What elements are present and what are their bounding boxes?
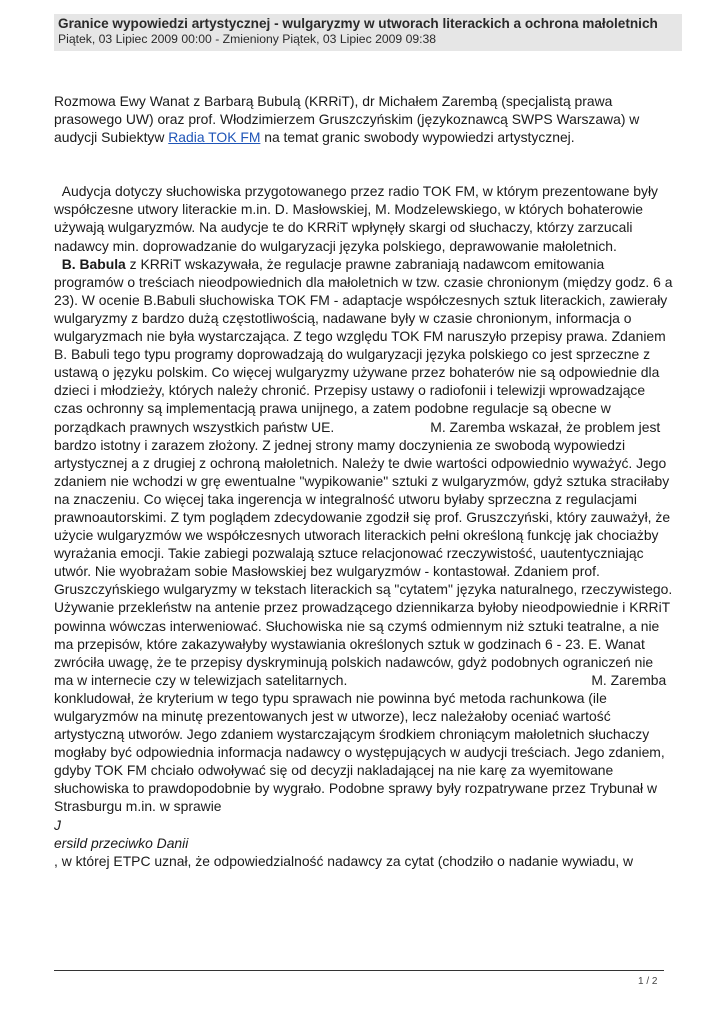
intro-text-before: Rozmowa Ewy Wanat z Barbarą Bubulą (KRRiT), dr Michałem Zarembą (specjalistą prawa prasowego UW) oraz prof. Włodzimierzem Gruszczyńskim (językoznawcą SWPS Warszawa) w audycji Subiektyw: [54, 93, 640, 146]
page-header: [54, 14, 682, 51]
article-title: Granice wypowiedzi artystycznej - wulgaryzmy w utworach literackich a ochrona małoletnich: [58, 16, 658, 31]
paragraph-audycja-text: Audycja dotyczy słuchowiska przygotowanego przez radio TOK FM, w którym prezentowane były współczesne utwory literackie m.in. D. Masłowskiej, M. Modzelewskiego, w których bohaterowie używają wulgaryzmów. Na audycje te do KRRiT wpłynęły skargi od słuchaczy, którzy zarzucali nadawcy min. doprowadzanie do wulgaryzacji języka polskiego, deprawowanie małoletnich.: [54, 183, 658, 254]
intro-paragraph: [54, 92, 674, 146]
page-number: 1 / 2: [638, 976, 658, 987]
intro-text-after: na temat granic swobody wypowiedzi artystycznej.: [260, 129, 575, 146]
paragraph-konkludowal-text: M. Zaremba konkludował, że kryterium w tego typu sprawach nie powinna być metoda rachunkowa (ile wulgaryzmów na minutę prezentowanych jest w utworze), lecz należałoby oceniać wartość artystyczną utworów. Jego zdaniem wystarczającym środkiem chroniącym małoletnich słuchaczy mogłaby być odpowiednia informacja nadawcy o występujących w audycji treściach. Jego zdaniem, gdyby TOK FM chciało odwoływać się od decyzji nakladającej na nie karę za wyemitowane słuchowiska to prawdopodobnie by wygrało. Podobne sprawy były rozpatrywane przez Trybunał w Strasburgu m.in. w sprawie: [54, 671, 667, 815]
case-j-letter: J: [54, 816, 61, 833]
paragraph-zaremba-text: M. Zaremba wskazał, że problem jest bardzo istotny i zarazem złożony. Z jednej strony mamy doczynienia ze swobodą wypowiedzi artystycznej a z drugiej z ochroną małoletnich. Należy te dwie wartości odpowiednio wyważyć. Jego zdaniem nie wchodzi w grę ewentualne "wypikowanie" sztuki z wulgaryzmów, gdyż sztuka straciłaby na znaczeniu. Co więcej taka ingerencja w integralność utworu byłaby sprzeczna z regulacjami prawnoautorskimi. Z tym poglądem zdecydowanie zgodził się prof. Gruszczyński, który zauważył, że użycie wulgaryzmów we współczesnych utworach literackich pełni określoną funkcję jak chociażby wyrażania emocji. Takie zabiegi pozwalają sztuce relacjonować rzeczywistość, uautentyczniając utwór. Nie wyobrażam sobie Masłowskiej bez wulgaryzmów - kontastował. Zdaniem prof. Gruszczyńskiego wulgaryzmy w tekstach literackich są "cytatem" języka naturalnego, rzeczywistego. Używanie przekleństw na antenie przez prowadzącego dziennikarza byłoby nieodpowiednie i KRRiT powinna wówczas interweniować. Słuchowiska nie są czymś odmiennym niż sztuki teatralne, a nie ma przepisów, które zakazywałyby wystawiania określonych sztuk w godzinach 6 - 23. E. Wanat zwróciła uwagę, że te przepisy dyskryminują polskich nadawców, gdyż podobnych ograniczeń nie ma w internecie czy w telewizjach satelitarnych.: [54, 418, 673, 688]
paragraph-audycja: [54, 182, 674, 254]
case-name: ersild przeciwko Danii: [54, 834, 189, 851]
paragraph-babula: [54, 255, 674, 816]
radio-tok-fm-link[interactable]: Radia TOK FM: [168, 129, 261, 146]
babula-name: B. Babula: [61, 255, 126, 272]
article-body: [54, 92, 674, 870]
article-meta: Piątek, 03 Lipiec 2009 00:00 - Zmieniony Piątek, 03 Lipiec 2009 09:38: [58, 32, 437, 46]
paragraph-etpc: , w której ETPC uznał, że odpowiedzialność nadawcy za cytat (chodziło o nadanie wywiadu, w: [54, 852, 634, 869]
paragraph-babula-text: z KRRiT wskazywała, że regulacje prawne zabraniają nadawcom emitowania programów o treściach nieodpowiednich dla małoletnich w tzw. czasie chronionym (między godz. 6 a 23). W ocenie B.Babuli słuchowiska TOK FM - adaptacje współczesnych sztuk literackich, zawierały wulgaryzmy z bardzo dużą częstotliwością, nadawane były w czasie chronionym, informacja o wulgaryzmach nie była wystarczająca. Z tego względu TOK FM naruszyło przepisy prawa. Zdaniem B. Babuli tego typu programy doprowadzają do wulgaryzacji języka polskiego co jest sprzeczne z ustawą o języku polskim. Co więcej wulgaryzmy używane przez bohaterów nie są odpowiednie dla dzieci i młodzieży, których należy chronić. Przepisy ustawy o radiofonii i telewizji wprowadzające czas ochronny są implementacją prawa unijnego, a zatem podobne regulacje są obecne w porządkach prawnych wszystkich państw UE.: [54, 255, 673, 435]
footer-divider: [54, 970, 664, 971]
